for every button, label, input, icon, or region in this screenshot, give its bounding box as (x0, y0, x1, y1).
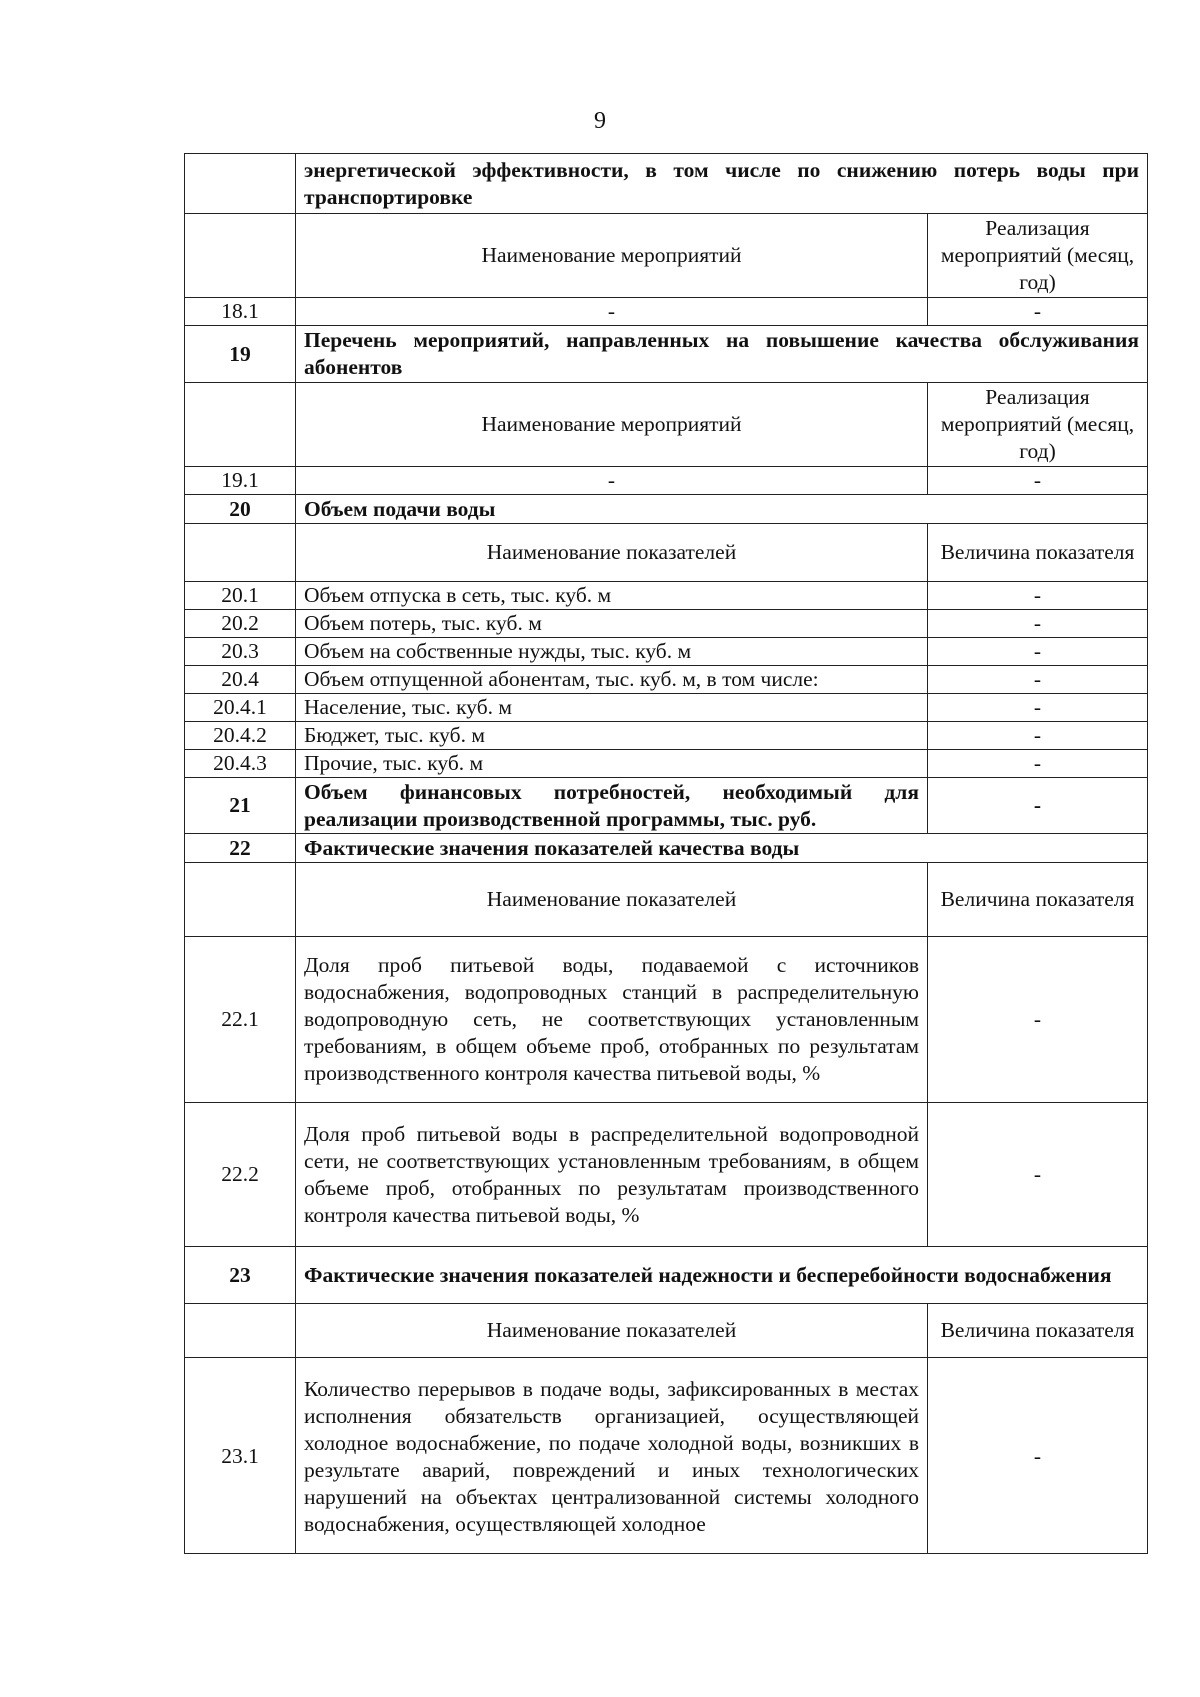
header-name: Наименование показателей (296, 1304, 928, 1358)
table-row (185, 937, 1148, 1103)
row-name: Прочие, тыс. куб. м (296, 750, 928, 778)
section-19-title-row (185, 326, 1148, 383)
row-value: - (928, 467, 1148, 495)
section-21-row (185, 778, 1148, 834)
row-name: Доля проб питьевой воды в распределительной водопроводной сети, не соответствующих установленным требованиям, в общем объеме проб, отобранных по результатам производственного контроля качества питьевой воды, % (296, 1103, 928, 1247)
section-20-title: Объем подачи воды (296, 495, 1148, 524)
section-20-header-row (185, 524, 1148, 582)
header-name: Наименование мероприятий (296, 383, 928, 467)
section-number: 19 (185, 326, 296, 383)
row-name: - (296, 298, 928, 326)
section-number: 21 (185, 778, 296, 834)
row-value: - (928, 694, 1148, 722)
row-value: - (928, 1358, 1148, 1554)
row-number: 20.4 (185, 666, 296, 694)
section-number: 20 (185, 495, 296, 524)
empty-cell (185, 214, 296, 298)
section-19-header-row (185, 383, 1148, 467)
header-name: Наименование показателей (296, 863, 928, 937)
table-row (185, 750, 1148, 778)
row-number: 23.1 (185, 1358, 296, 1554)
header-value: Реализация мероприятий (месяц, год) (928, 383, 1148, 467)
row-name: Население, тыс. куб. м (296, 694, 928, 722)
header-value: Реализация мероприятий (месяц, год) (928, 214, 1148, 298)
section-number: 23 (185, 1247, 296, 1304)
row-value: - (928, 582, 1148, 610)
section-22-header-row (185, 863, 1148, 937)
row-name: Объем потерь, тыс. куб. м (296, 610, 928, 638)
section-21-value: - (928, 778, 1148, 834)
row-value: - (928, 1103, 1148, 1247)
section-23-header-row (185, 1304, 1148, 1358)
table-row (185, 582, 1148, 610)
header-value: Величина показателя (928, 863, 1148, 937)
section-18-header-row (185, 214, 1148, 298)
row-number: 20.1 (185, 582, 296, 610)
row-value: - (928, 722, 1148, 750)
row-name: Количество перерывов в подаче воды, зафиксированных в местах исполнения обязательств организацией, осуществляющей холодное водоснабжение, по подаче холодной воды, возникших в результате аварий, повреждений и иных технологических нарушений на объектах централизованной системы холодного водоснабжения, осуществляющей холодное (304, 1376, 919, 1536)
row-number: 20.2 (185, 610, 296, 638)
row-value: - (928, 937, 1148, 1103)
table-row (185, 666, 1148, 694)
row-name: Объем отпущенной абонентам, тыс. куб. м, в том числе: (296, 666, 928, 694)
empty-cell (185, 154, 296, 214)
table-row (185, 467, 1148, 495)
section-23-title-row (185, 1247, 1148, 1304)
table-row (185, 610, 1148, 638)
row-number: 20.4.1 (185, 694, 296, 722)
section-22-title: Фактические значения показателей качества воды (296, 834, 1148, 863)
row-value: - (928, 666, 1148, 694)
row-value: - (928, 610, 1148, 638)
table-row (185, 638, 1148, 666)
row-number: 22.1 (185, 937, 296, 1103)
section-23-title: Фактические значения показателей надежности и бесперебойности водоснабжения (296, 1247, 1148, 1304)
row-value: - (928, 638, 1148, 666)
empty-cell (185, 383, 296, 467)
row-name: Бюджет, тыс. куб. м (296, 722, 928, 750)
empty-cell (185, 863, 296, 937)
table-row (185, 722, 1148, 750)
section-22-title-row (185, 834, 1148, 863)
header-name: Наименование показателей (296, 524, 928, 582)
table-row (185, 298, 1148, 326)
empty-cell (185, 524, 296, 582)
empty-cell (185, 1304, 296, 1358)
row-name: - (296, 467, 928, 495)
row-name: Объем отпуска в сеть, тыс. куб. м (296, 582, 928, 610)
section-18-title-row (185, 154, 1148, 214)
table-row (185, 1358, 1148, 1554)
section-number: 22 (185, 834, 296, 863)
row-number: 20.4.3 (185, 750, 296, 778)
header-name: Наименование мероприятий (296, 214, 928, 298)
row-value: - (928, 298, 1148, 326)
page-number: 9 (594, 108, 606, 134)
section-18-title: энергетической эффективности, в том числе по снижению потерь воды при транспортировке (296, 154, 1148, 214)
table-row (185, 1103, 1148, 1247)
header-value: Величина показателя (928, 1304, 1148, 1358)
row-name: Доля проб питьевой воды, подаваемой с источников водоснабжения, водопроводных станций в распределительную водопроводную сеть, не соответствующих установленным требованиям, в общем объеме проб, отобранных по результатам производственного контроля качества питьевой воды, % (296, 937, 928, 1103)
row-value: - (928, 750, 1148, 778)
program-table (184, 153, 1148, 1554)
row-number: 19.1 (185, 467, 296, 495)
row-name-cell (296, 1358, 928, 1554)
row-number: 20.3 (185, 638, 296, 666)
row-number: 18.1 (185, 298, 296, 326)
section-21-title: Объем финансовых потребностей, необходимый для реализации производственной программы, тыс. руб. (296, 778, 928, 834)
header-value: Величина показателя (928, 524, 1148, 582)
row-number: 20.4.2 (185, 722, 296, 750)
section-19-title: Перечень мероприятий, направленных на повышение качества обслуживания абонентов (296, 326, 1148, 383)
table-row (185, 694, 1148, 722)
section-20-title-row (185, 495, 1148, 524)
row-name: Объем на собственные нужды, тыс. куб. м (296, 638, 928, 666)
row-number: 22.2 (185, 1103, 296, 1247)
